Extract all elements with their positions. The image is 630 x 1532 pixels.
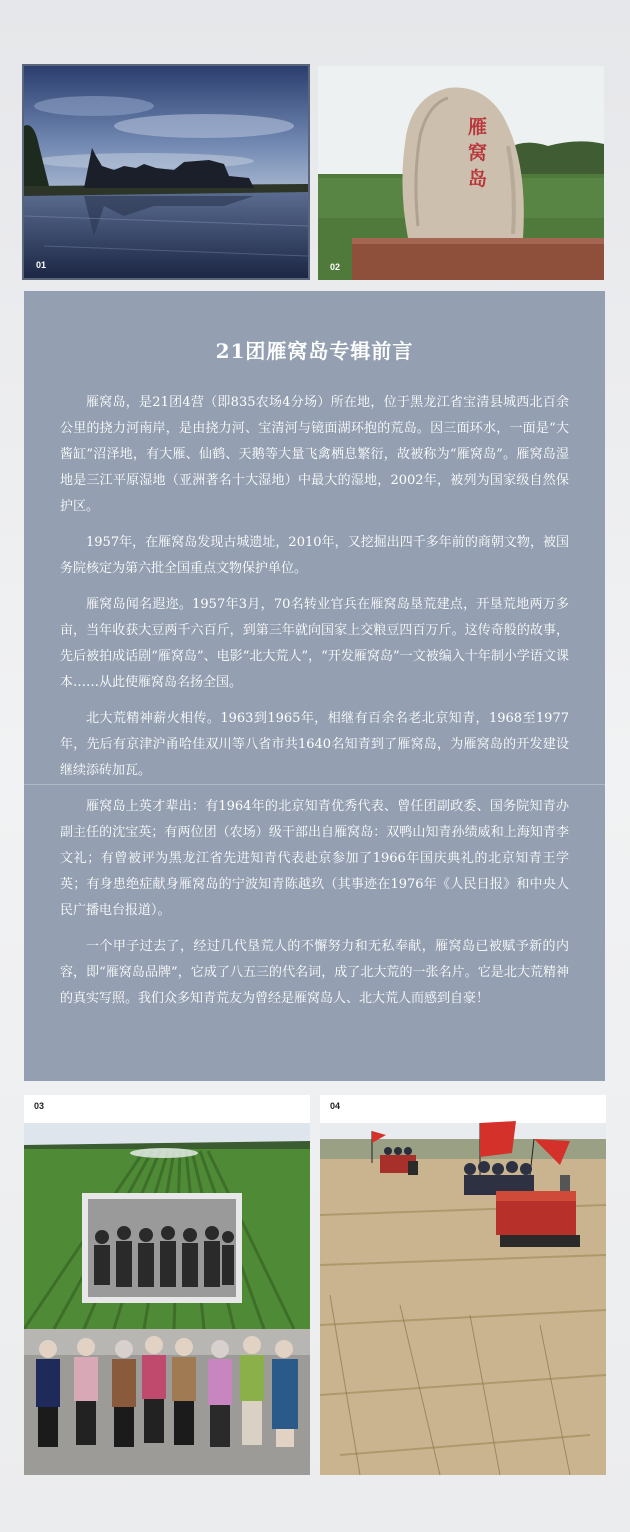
paragraph-5: 雁窝岛上英才辈出：有1964年的北京知青优秀代表、曾任团副政委、国务院知青办副主任的沈宝英；有两位团（农场）级干部出自雁窝岛：双鸭山知青孙绩威和上海知青李文礼；有曾被评为黑龙江省先进知青代表赴京参加了1966年国庆典礼的北京知青王学英；有身患绝症献身雁窝岛的宁波知青陈越玖（其事迹在1976年《人民日报》和中央人民广播电台报道）。	[60, 799, 569, 918]
photo-04-tractors-flags	[320, 1095, 606, 1475]
photo-number-04: 04	[330, 1101, 341, 1111]
paragraph-1: 雁窝岛，是21团4营（即835农场4分场）所在地，位于黑龙江省宝清县城西北百余公里的挠力河南岸，是由挠力河、宝清河与镜面湖环抱的荒岛。因三面环水，一面是“大酱缸”沼泽地，有大雁、仙鹤、天鹅等大量飞禽栖息繁衍，故被称为“雁窝岛”。雁窝岛湿地是三江平原湿地（亚洲著名十大湿地）中最大的湿地，2002年，被列为国家级自然保护区。	[60, 395, 569, 514]
photo-01-lake-sculpture	[22, 64, 310, 280]
paragraph-3: 雁窝岛闻名遐迩。1957年3月，70名转业官兵在雁窝岛垦荒建点，开垦荒地两万多亩，当年收获大豆两千六百斤，到第三年就向国家上交粮豆四百万斤。这传奇般的故事，先后被拍成话剧“雁窝岛”、电影“北大荒人”，“开发雁窝岛”一文被编入十年制小学语文课本……从此使雁窝岛名扬全国。	[60, 597, 569, 690]
stone-inscription: 雁窝岛	[468, 116, 488, 190]
photo-02-stone-monument	[318, 66, 604, 280]
paragraph-6: 一个甲子过去了，经过几代垦荒人的不懈努力和无私奉献，雁窝岛已被赋予新的内容，即“雁窝岛品牌”，它成了八五三的代名词，成了北大荒的一张名片。它是北大荒精神的真实写照。我们众多知青荒友为曾经是雁窝岛人、北大荒人而感到自豪！	[60, 939, 569, 1006]
photo-number-03: 03	[34, 1101, 45, 1111]
panel-fold-line	[24, 784, 605, 785]
preface-panel	[24, 291, 605, 1081]
paragraph-4: 北大荒精神薪火相传。1963到1965年，相继有百余名老北京知青，1968至1977年，先后有京津沪甬哈佳双川等八省市共1640名知青到了雁窝岛，为雁窝岛的开发建设继续添砖加瓦。	[60, 711, 569, 778]
stone-monument-image	[318, 66, 604, 280]
preface-title: 21团雁窝岛专辑前言	[215, 339, 414, 363]
paragraph-2: 1957年，在雁窝岛发现古城遗址，2010年，又挖掘出四千多年前的商朝文物，被国务院核定为第六批全国重点文物保护单位。	[60, 535, 569, 576]
tractors-flags-image	[320, 1095, 606, 1475]
photo-number-02: 02	[330, 262, 341, 272]
photo-number-01: 01	[36, 260, 47, 270]
field-group-image	[24, 1095, 310, 1475]
lake-sculpture-image	[24, 66, 308, 278]
photo-03-field-group	[24, 1095, 310, 1475]
